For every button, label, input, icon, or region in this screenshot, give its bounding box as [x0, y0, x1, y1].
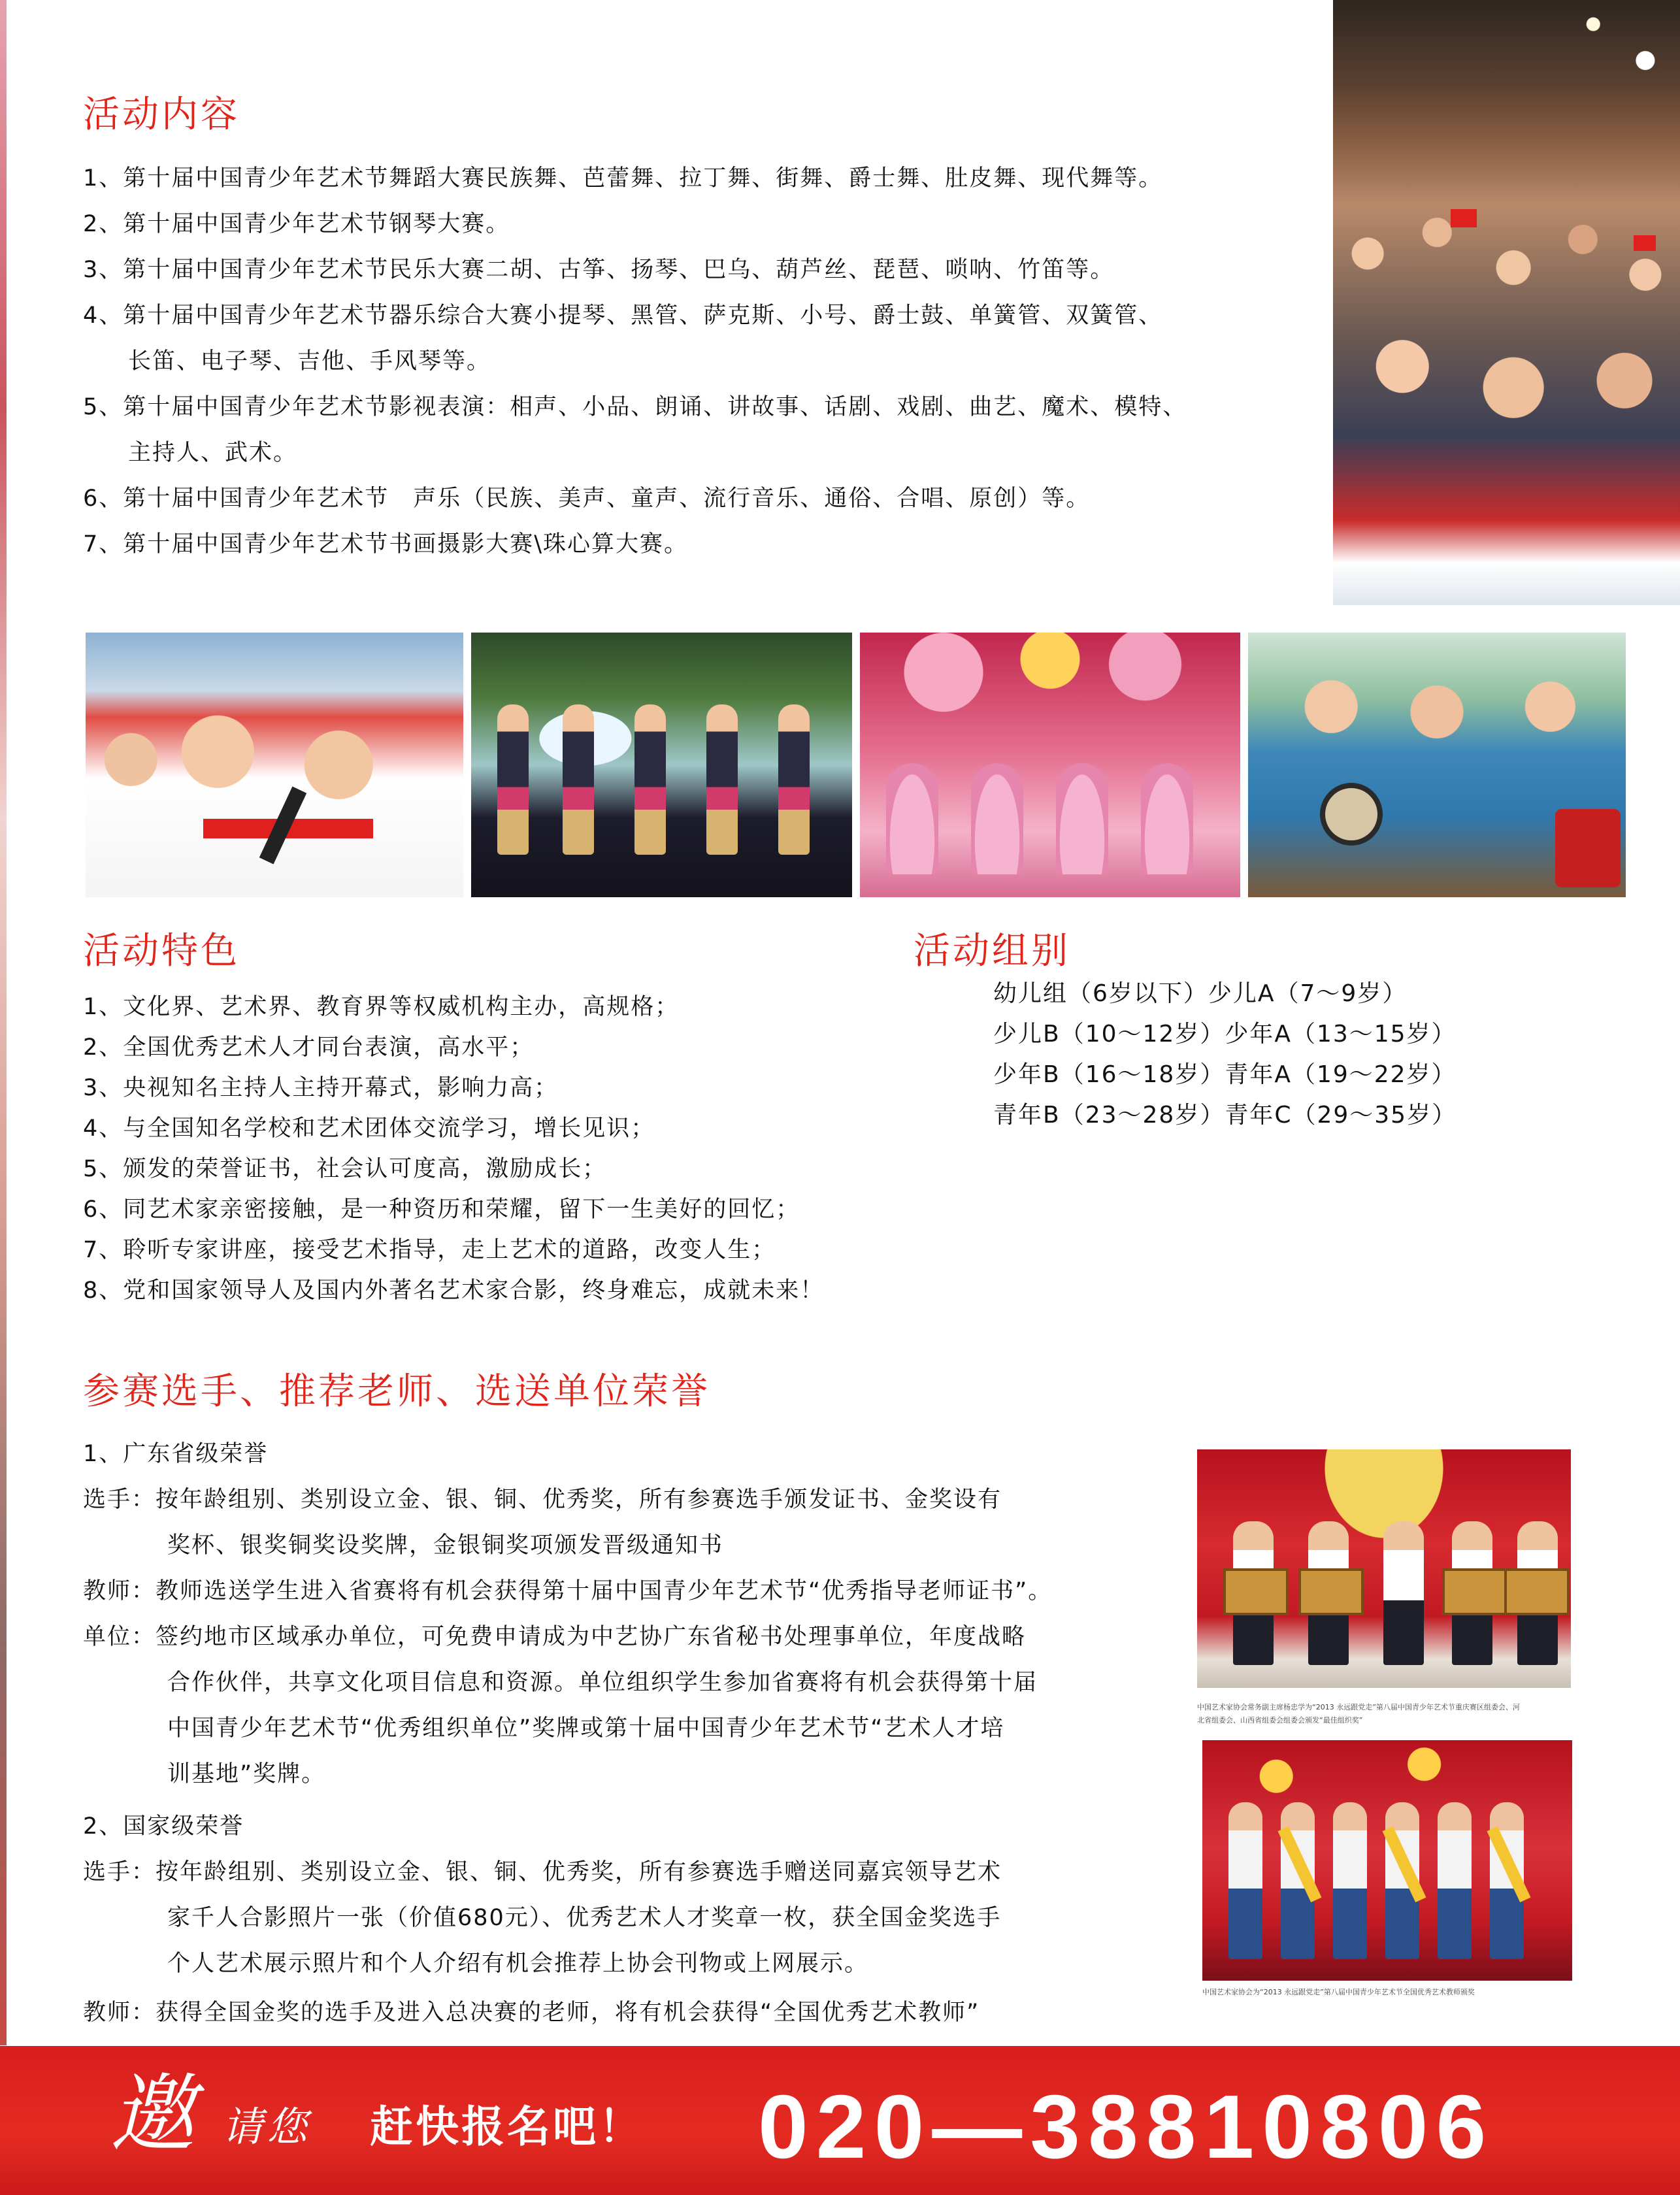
honor-subheading: 2、国家级荣誉 — [83, 1813, 244, 1840]
footer-signup-cta: 赶快报名吧！ — [370, 2102, 644, 2152]
honor-item-continued: 个人艺术展示照片和个人介绍有机会推荐上协会刊物或上网展示。 — [167, 1951, 869, 1977]
drum-shape — [1555, 809, 1621, 887]
content-item: 4、第十届中国青少年艺术节器乐综合大赛小提琴、黑管、萨克斯、小号、爵士鼓、单簧管、双簧管、 — [83, 303, 1163, 329]
flag-shape — [1451, 209, 1477, 227]
feature-item: 3、央视知名主持人主持开幕式，影响力高； — [83, 1075, 559, 1101]
audience-photo — [1333, 0, 1680, 605]
section-features-title: 活动特色 — [83, 930, 240, 972]
feature-item: 7、聆听专家讲座，接受艺术指导，走上艺术的道路，改变人生； — [83, 1237, 776, 1263]
dancer-shape — [497, 704, 529, 855]
plaque-shape — [1223, 1568, 1289, 1615]
audience-crowd-shape — [1333, 183, 1680, 536]
feature-item: 5、颁发的荣誉证书，社会认可度高，激励成长； — [83, 1156, 607, 1182]
honor-item: 单位：签约地市区域承办单位，可免费申请成为中艺协广东省秘书处理事单位，年度战略 — [83, 1624, 1027, 1650]
content-item-continued: 主持人、武术。 — [128, 440, 298, 466]
feature-item: 2、全国优秀艺术人才同台表演，高水平； — [83, 1034, 535, 1061]
dancer-shape — [706, 704, 738, 855]
feature-item: 4、与全国知名学校和艺术团体交流学习，增长见识； — [83, 1115, 655, 1142]
section-honors-title: 参赛选手、推荐老师、选送单位荣誉 — [83, 1370, 710, 1413]
instrument-shape — [1320, 783, 1383, 846]
dancer-shape — [971, 763, 1023, 874]
dancer-shape — [1141, 763, 1193, 874]
content-item: 7、第十届中国青少年艺术节书画摄影大赛\珠心算大赛。 — [83, 531, 689, 557]
honor-item-continued: 合作伙伴，共享文化项目信息和资源。单位组织学生参加省赛将有机会获得第十届 — [167, 1670, 1038, 1696]
left-edge-strip — [0, 0, 7, 2045]
person-shape — [1383, 1521, 1424, 1665]
section-content-title: 活动内容 — [83, 93, 240, 136]
award-photo-caption-line2: 北省组委会、山西省组委会组委会颁发“最佳组织奖” — [1197, 1716, 1363, 1725]
feature-item: 1、文化界、艺术界、教育界等权威机构主办，高规格； — [83, 994, 680, 1020]
photo-ethnic-dance — [471, 633, 852, 897]
group-item: 幼儿组（6岁以下）少儿A（7～9岁） — [993, 980, 1408, 1007]
group-item: 少儿B（10～12岁）少年A（13～15岁） — [993, 1021, 1457, 1048]
content-item: 6、第十届中国青少年艺术节 声乐（民族、美声、童声、流行音乐、通俗、合唱、原创）等。 — [83, 486, 1091, 512]
honor-item: 教师：教师选送学生进入省赛将有机会获得第十届中国青少年艺术节“优秀指导老师证书”。 — [83, 1578, 1053, 1604]
feature-item: 6、同艺术家亲密接触，是一种资历和荣耀，留下一生美好的回忆； — [83, 1197, 800, 1223]
honor-subheading: 1、广东省级荣誉 — [83, 1441, 269, 1467]
dancer-shape — [563, 704, 594, 855]
award-ceremony-photo — [1197, 1449, 1571, 1688]
dancer-shape — [634, 704, 666, 855]
photo-instrument-ensemble — [1248, 633, 1626, 897]
photo-flower-dance — [860, 633, 1240, 897]
plaque-shape — [1442, 1568, 1507, 1615]
dancer-shape — [778, 704, 810, 855]
teacher-award-caption: 中国艺术家协会为“2013 永远跟党走”第八届中国青少年艺术节全国优秀艺术教师颁奖 — [1202, 1988, 1475, 1996]
section-groups-title: 活动组别 — [914, 930, 1070, 972]
honor-item: 教师：获得全国金奖的选手及进入总决赛的老师，将有机会获得“全国优秀艺术教师” — [83, 2000, 980, 2026]
plaque-shape — [1298, 1568, 1364, 1615]
footer-phone-number[interactable]: 020—38810806 — [758, 2077, 1494, 2177]
feature-item: 8、党和国家领导人及国内外著名艺术家合影，终身难忘，成就未来！ — [83, 1278, 825, 1304]
honor-item-continued: 奖杯、银奖铜奖设奖牌，金银铜奖项颁发晋级通知书 — [167, 1532, 724, 1559]
teacher-award-photo — [1202, 1740, 1572, 1981]
group-item: 少年B（16～18岁）青年A（19～22岁） — [993, 1061, 1457, 1088]
content-item: 3、第十届中国青少年艺术节民乐大赛二胡、古筝、扬琴、巴乌、葫芦丝、琵琶、唢呐、竹笛等。 — [83, 257, 1115, 283]
dancer-shape — [886, 763, 938, 874]
content-item-continued: 长笛、电子琴、吉他、手风琴等。 — [128, 348, 491, 374]
honor-item-continued: 训基地”奖牌。 — [167, 1761, 326, 1787]
group-item: 青年B（23～28岁）青年C（29～35岁） — [993, 1102, 1457, 1129]
plaque-shape — [1504, 1568, 1570, 1615]
person-shape — [1438, 1802, 1472, 1959]
honor-item-continued: 中国青少年艺术节“优秀组织单位”奖牌或第十届中国青少年艺术节“艺术人才培 — [167, 1715, 1005, 1741]
person-shape — [1228, 1802, 1262, 1959]
content-item: 1、第十届中国青少年艺术节舞蹈大赛民族舞、芭蕾舞、拉丁舞、街舞、爵士舞、肚皮舞、现代舞等。 — [83, 165, 1163, 191]
flag-shape — [1634, 235, 1656, 251]
footer-invite-text: 请您 — [222, 2103, 312, 2151]
photo-students-interview — [86, 633, 463, 897]
dancer-shape — [1056, 763, 1108, 874]
content-item: 2、第十届中国青少年艺术节钢琴大赛。 — [83, 211, 510, 237]
award-photo-caption-line1: 中国艺术家协会常务副主席杨忠学为“2013 永远跟党走”第八届中国青少年艺术节重庆赛区组委会、河 — [1197, 1703, 1520, 1711]
footer-invite-glyph: 邀 — [110, 2064, 195, 2164]
honor-item-continued: 家千人合影照片一张（价值680元）、优秀艺术人才奖章一枚，获全国金奖选手 — [167, 1905, 1002, 1931]
honor-item: 选手：按年龄组别、类别设立金、银、铜、优秀奖，所有参赛选手赠送同嘉宾领导艺术 — [83, 1859, 1002, 1885]
honor-item: 选手：按年龄组别、类别设立金、银、铜、优秀奖，所有参赛选手颁发证书、金奖设有 — [83, 1487, 1002, 1513]
person-shape — [1333, 1802, 1367, 1959]
content-item: 5、第十届中国青少年艺术节影视表演：相声、小品、朗诵、讲故事、话剧、戏剧、曲艺、魔术、模特、 — [83, 394, 1187, 420]
